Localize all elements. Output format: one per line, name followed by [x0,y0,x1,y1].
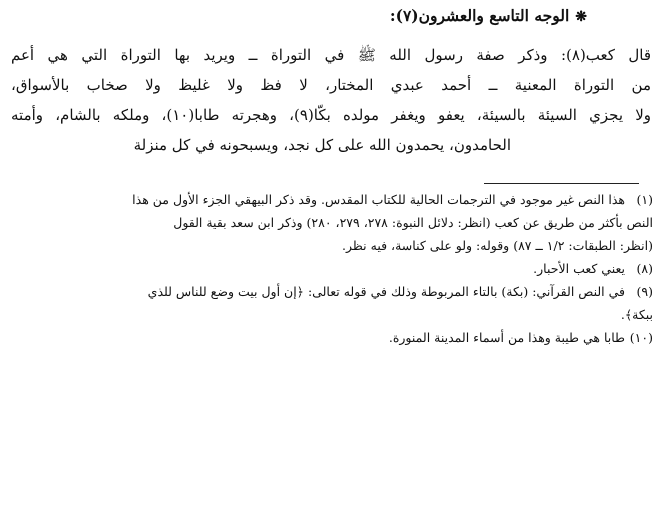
footnote-number: (١) [636,192,653,207]
footnote-9-line-2: ببكة﴾. [620,307,653,322]
footnote-divider [484,183,639,184]
footnote-1-line-3: (انظر: الطبقات: ١/٢ ــ ٨٧) وقوله: ولو على كناسة، فيه نظر. [342,238,653,253]
footnote-text: هذا النص غير موجود في الترجمات الحالية للكتاب المقدس. وقد ذكر البيهقي الجزء الأول من هذا [132,192,625,207]
footnote-text: في النص القرآني: (بكة) بالتاء المربوطة وذلك في قوله تعالى: ﴿إن أول بيت وضع للناس للذي [147,284,625,299]
section-heading [27,6,587,25]
ornament-icon: ❋ [575,9,587,25]
footnote-number: (٩) [636,284,653,299]
footnote-9-line-1 [13,280,653,303]
section-heading-text: الوجه التاسع والعشرون(٧): [389,6,570,25]
footnote-number: (١٠) [629,330,653,345]
body-line-4: الحامدون، يحمدون الله على كل نجد، ويسبحونه في كل منزلة [133,136,511,154]
footnote-text: يعني كعب الأحبار. [533,261,625,276]
body-line-1: قال كعب(٨): وذكر صفة رسول الله ﷺ في التوراة ــ ويريد بها التوراة التي هي أعم [11,46,651,64]
footnotes [13,188,653,349]
body-line-2: من التوراة المعنية ــ أحمد عبدي المختار، لا فظ ولا غليظ ولا صخاب بالأسواق، [11,76,651,94]
footnote-1-line-2: النص بأكثر من طريق عن كعب (انظر: دلائل النبوة: ٢٧٨، ٢٧٩، ٢٨٠) وذكر ابن سعد بقية القول [173,215,653,230]
footnote-1-line-1 [13,188,653,211]
footnote-10 [13,326,653,349]
footnote-8 [13,257,653,280]
body-line-3: ولا يجزي السيئة بالسيئة، يعفو ويغفر مولده بكّا(٩)، وهجرته طابا(١٠)، وملكه بالشام، وأمته [11,106,651,124]
footnote-text: طابا هي طيبة وهذا من أسماء المدينة المنورة. [388,330,625,345]
main-text [11,40,651,160]
footnote-number: (٨) [636,261,653,276]
